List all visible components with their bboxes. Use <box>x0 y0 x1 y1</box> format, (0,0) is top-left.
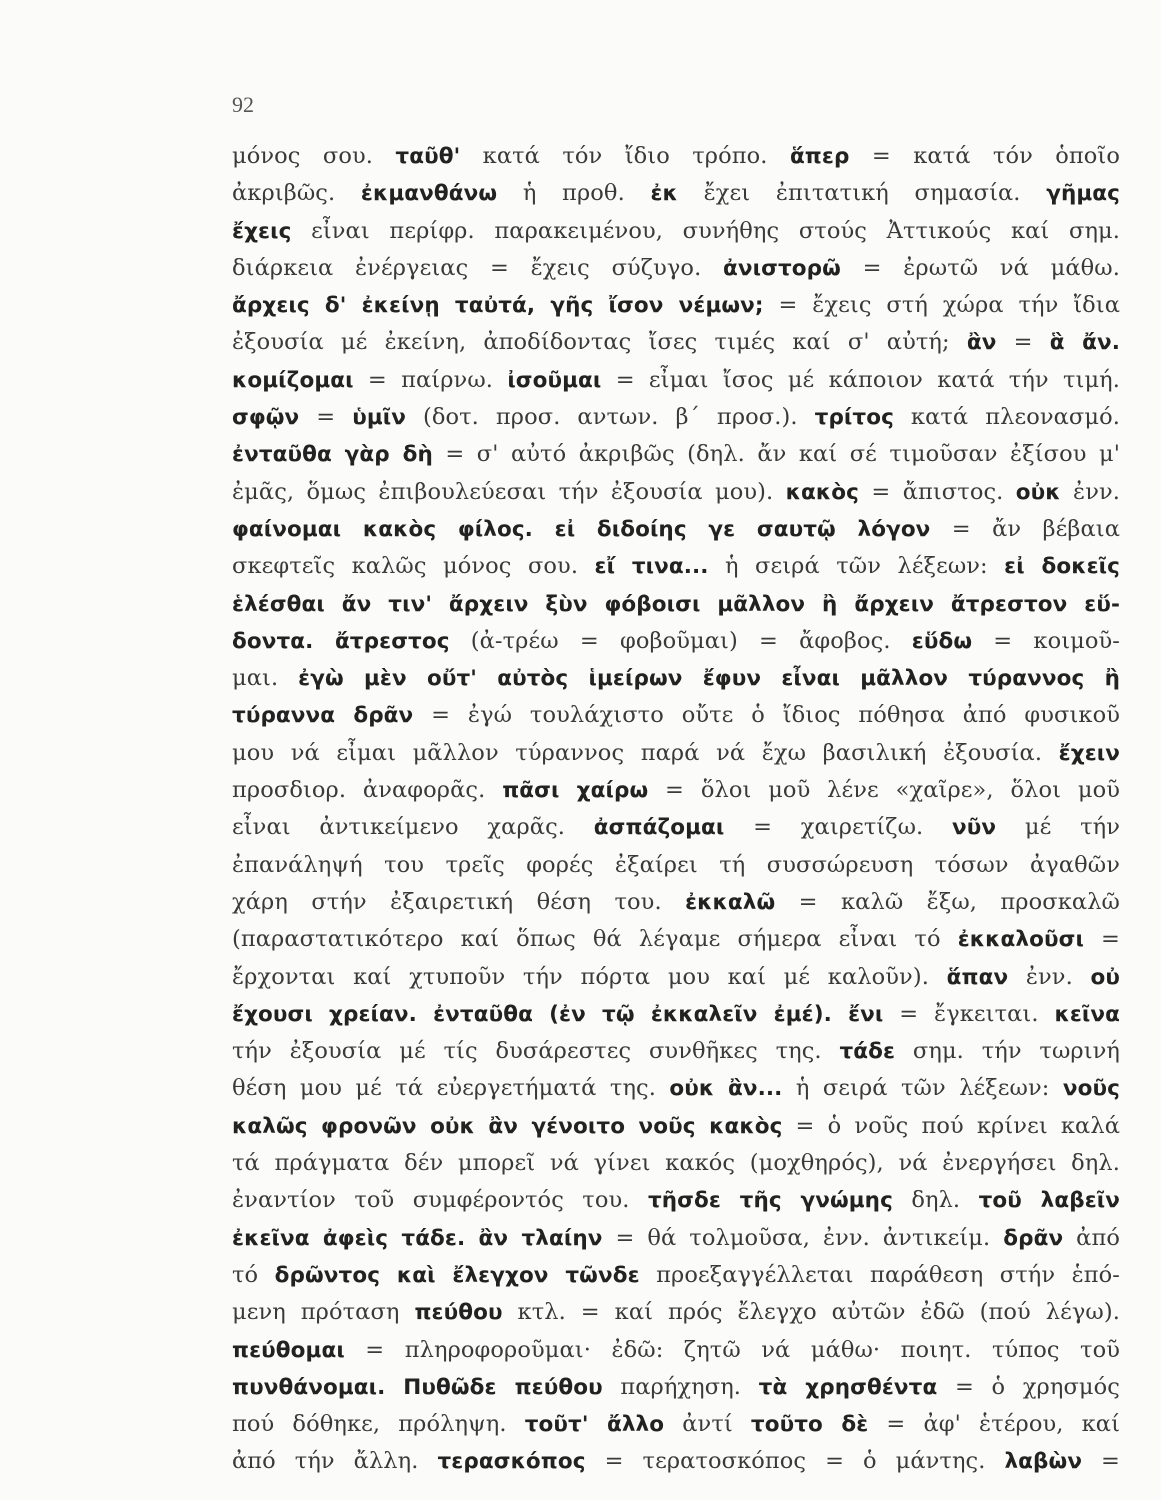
gloss-text: ἐναντίον τοῦ συμφέροντός του. <box>232 1187 648 1214</box>
text-line <box>232 586 1120 623</box>
lemma-term: ἅπαν <box>946 964 1009 990</box>
lemma-term: δρῶντος καὶ ἔλεγχον τῶνδε <box>274 1262 640 1288</box>
lemma-term: τοῦτ' ἄλλο <box>524 1412 665 1438</box>
gloss-text: σκεφτεῖς καλῶς μόνος σου. <box>232 553 595 580</box>
gloss-text: = <box>1083 926 1120 953</box>
text-line <box>232 1257 1120 1294</box>
gloss-text: = ὁ χρησμός <box>937 1373 1120 1400</box>
text-line <box>232 1332 1120 1369</box>
gloss-text: = κατά τόν ὁποῖο <box>849 143 1120 169</box>
lemma-term: πᾶσι χαίρω <box>502 778 649 804</box>
text-line <box>232 213 1120 250</box>
lemma-term: κεῖνα <box>1054 1001 1120 1027</box>
text-line <box>232 1033 1120 1070</box>
gloss-text: = ὁ νοῦς πού κρίνει καλά <box>782 1112 1121 1139</box>
gloss-text: ἡ προθ. <box>497 180 651 207</box>
text-line <box>232 399 1120 436</box>
lemma-term: τάδε <box>839 1039 896 1065</box>
lemma-term: ἀνιστορῶ <box>723 255 841 281</box>
gloss-text: εἶναι ἀντικείμενο χαρᾶς. <box>232 814 594 841</box>
lemma-term: νοῦς <box>1062 1076 1120 1102</box>
lemma-term: σφῷν <box>232 405 300 431</box>
lemma-term: ἔχειν <box>1058 740 1120 766</box>
lemma-term: πεύθομαι <box>232 1337 345 1363</box>
lemma-term: ἔχεις <box>232 218 292 244</box>
text-line <box>232 436 1120 473</box>
lemma-term: ἐγὼ μὲν οὔτ' αὐτὸς ἱμείρων ἔφυν εἶναι μᾶλλον τύραννος ἢ <box>298 666 1120 692</box>
lemma-term: ταῦθ' <box>395 144 461 169</box>
lemma-term: πεύθου <box>414 1300 503 1326</box>
lemma-term: τοῦτο δὲ <box>750 1412 869 1438</box>
gloss-text: = ἔγκειται. <box>883 1000 1055 1027</box>
gloss-text: (παραστατικότερο καί ὅπως θά λέγαμε σήμερα εἶναι τό <box>232 926 958 953</box>
gloss-text: = <box>1082 1448 1120 1475</box>
gloss-text: μου νά εἶμαι μᾶλλον τύραννος παρά νά ἔχω βασιλική ἐξουσία. <box>232 739 1059 766</box>
gloss-text: = ἔχεις στή χώρα τήν ἴδια <box>763 292 1120 319</box>
lemma-term: ἐκκαλῶ <box>685 889 776 915</box>
gloss-text: = θά τολμοῦσα, ἐνν. ἀντικείμ. <box>602 1224 1004 1251</box>
gloss-text: ἀπό <box>1063 1224 1120 1251</box>
text-line <box>232 548 1120 585</box>
lemma-term: κομίζομαι <box>232 367 354 393</box>
lemma-term: καλῶς φρονῶν οὐκ ἂν γένοιτο νοῦς κακὸς <box>232 1113 783 1139</box>
text-line <box>232 1220 1120 1257</box>
gloss-text: ἐξουσία μέ ἐκείνη, ἀποδίδοντας ἴσες τιμές καί σ' αὐτή; <box>232 329 967 356</box>
gloss-text: πού δόθηκε, πρόληψη. <box>232 1411 525 1438</box>
lemma-term: νῦν <box>952 815 997 841</box>
lemma-term: οὐκ ἂν... <box>669 1076 783 1102</box>
text-line <box>232 1108 1120 1145</box>
lemma-term: δρᾶν <box>1003 1225 1064 1251</box>
lemma-term: ἅπερ <box>789 144 850 169</box>
gloss-text: = παίρνω. <box>353 366 508 393</box>
gloss-text: ἡ σειρά τῶν λέξεων: <box>782 1075 1063 1102</box>
lemma-term: τρίτος <box>814 405 894 431</box>
gloss-text: θέση μου μέ τά εὐεργετήματά της. <box>232 1075 670 1102</box>
gloss-text: μέ τήν <box>996 814 1120 841</box>
lemma-term: φαίνομαι κακὸς φίλος. εἰ διδοίης γε σαυτῷ λόγον <box>232 516 931 542</box>
gloss-text: (δοτ. προσ. αντων. β´ προσ.). <box>405 404 815 431</box>
gloss-text: σημ. τήν τωρινή <box>895 1038 1120 1065</box>
gloss-text: μαι. <box>232 665 299 692</box>
text-line <box>232 959 1120 996</box>
lemma-term: εἴ τινα... <box>594 554 709 580</box>
lemma-term: οὐ <box>1090 964 1120 990</box>
lemma-term: λαβὼν <box>1004 1449 1083 1475</box>
lemma-term: ἀσπάζομαι <box>593 815 725 841</box>
lemma-term: ἰσοῦμαι <box>507 367 602 393</box>
lemma-term: ἑλέσθαι ἄν τιν' ἄρχειν ξὺν φόβοισι μᾶλλον ἢ ἄρχειν ἄτρεστον εὕ- <box>232 591 1120 617</box>
lemma-term: ἂν <box>966 330 997 356</box>
lemma-term: τερασκόπος <box>437 1449 586 1475</box>
gloss-text: = κοιμοῦ- <box>972 627 1120 654</box>
text-line <box>232 1294 1120 1331</box>
text-line <box>232 138 1120 175</box>
gloss-text: = εἶμαι ἴσος μέ κάποιον κατά τήν τιμή. <box>601 366 1121 393</box>
text-line <box>232 1145 1120 1182</box>
gloss-text: ἐνν. <box>1060 478 1121 505</box>
lemma-term: ἐκμανθάνω <box>360 181 498 207</box>
page-number: 92 <box>232 92 254 117</box>
text-line <box>232 1443 1120 1480</box>
text-line <box>232 287 1120 324</box>
gloss-text: τά πράγματα δέν μπορεῖ νά γίνει κακός (μοχθηρός), νά ἐνεργήσει δηλ. <box>232 1150 1120 1177</box>
gloss-text: ἔχει ἐπιτατική σημασία. <box>677 180 1047 207</box>
gloss-text: = σ' αὐτό ἀκριβῶς (δηλ. ἄν καί σέ τιμοῦσαν ἐξίσου μ' <box>432 441 1120 468</box>
lemma-term: πυνθάνομαι. Πυθῶδε πεύθου <box>232 1374 603 1400</box>
text-line <box>232 623 1120 660</box>
gloss-text: παρήχηση. <box>602 1373 759 1400</box>
text-line <box>232 362 1120 399</box>
gloss-text: ἀπό τήν ἄλλη. <box>232 1448 438 1475</box>
gloss-text: = πληροφοροῦμαι· ἐδῶ: ζητῶ νά μάθω· ποιητ. τύπος τοῦ <box>344 1336 1120 1363</box>
gloss-text: = ἐρωτῶ νά μάθω. <box>840 254 1120 281</box>
lemma-term: εἰ δοκεῖς <box>1004 554 1120 580</box>
gloss-text: = καλῶ ἔξω, προσκαλῶ <box>775 888 1120 915</box>
gloss-text: ἔρχονται καί χτυποῦν τήν πόρτα μου καί μέ καλοῦν). <box>232 963 947 990</box>
text-line <box>232 772 1120 809</box>
gloss-text: ἡ σειρά τῶν λέξεων: <box>708 553 1005 580</box>
gloss-text: (ἀ-τρέω = φοβοῦμαι) = ἄφοβος. <box>449 627 912 654</box>
lemma-term: ἐκεῖνα ἀφεὶς τάδε. ἂν τλαίην <box>232 1225 603 1251</box>
gloss-text: ἐνν. <box>1008 963 1091 990</box>
text-line <box>232 996 1120 1033</box>
text-line <box>232 735 1120 772</box>
gloss-text: = ἄν βέβαια <box>930 515 1121 542</box>
gloss-text: ἀντί <box>664 1411 751 1438</box>
lemma-term: ἄρχεις δ' ἐκείνῃ ταὐτά, γῆς ἴσον νέμων; <box>232 293 764 319</box>
lemma-term: γῆμας <box>1046 181 1120 207</box>
gloss-text: ἐμᾶς, ὅμως ἐπιβουλεύεσαι τήν ἐξουσία μου). <box>232 478 786 505</box>
gloss-text: = <box>996 329 1050 356</box>
lemma-term: ἐκκαλοῦσι <box>957 927 1084 953</box>
lemma-term: τὰ χρησθέντα <box>758 1374 938 1400</box>
lemma-term: τοῦ λαβεῖν <box>978 1188 1120 1214</box>
text-line <box>232 884 1120 921</box>
gloss-text: χάρη στήν ἐξαιρετική θέση του. <box>232 888 686 915</box>
gloss-text: κατά πλεονασμό. <box>893 404 1121 431</box>
gloss-text: τό <box>232 1261 275 1288</box>
text-line <box>232 324 1120 361</box>
gloss-text: εἶναι περίφρ. παρακειμένου, συνήθης στούς Ἀττικούς καί σημ. <box>291 217 1120 244</box>
gloss-text: = χαιρετίζω. <box>724 814 953 841</box>
lemma-term: ὑμῖν <box>352 405 406 431</box>
text-line <box>232 921 1120 958</box>
lemma-term: τῆσδε τῆς γνώμης <box>647 1188 893 1214</box>
gloss-text: = ἐγώ τουλάχιστο οὔτε ὁ ἴδιος πόθησα ἀπό φυσικοῦ <box>413 702 1120 729</box>
lemma-term: τύραννα δρᾶν <box>232 703 414 729</box>
text-line <box>232 809 1120 846</box>
gloss-text: διάρκεια ἐνέργειας = ἔχεις σύζυγο. <box>232 254 724 281</box>
text-line <box>232 175 1120 212</box>
gloss-text: = <box>299 404 353 431</box>
gloss-text: = ἄπιστος. <box>859 478 1016 505</box>
commentary-text <box>232 138 1120 1481</box>
text-line <box>232 1182 1120 1219</box>
gloss-text: ἐπανάληψή του τρεῖς φορές ἐξαίρει τή συσσώρευση τόσων ἀγαθῶν <box>232 851 1120 878</box>
lemma-term: ἃ ἄν. <box>1049 330 1120 356</box>
lemma-term: ἔχουσι χρείαν. ἐνταῦθα (ἐν τῷ ἐκκαλεῖν ἐμέ). ἔνι <box>232 1001 884 1027</box>
gloss-text: μόνος σου. <box>232 143 396 169</box>
text-line <box>232 1369 1120 1406</box>
gloss-text: = ὅλοι μοῦ λένε «χαῖρε», ὅλοι μοῦ <box>648 777 1120 804</box>
text-line <box>232 1406 1120 1443</box>
gloss-text: = ἀφ' ἑτέρου, καί <box>868 1411 1120 1438</box>
gloss-text: μενη πρόταση <box>232 1299 415 1326</box>
lemma-term: δοντα. ἄτρεστος <box>232 628 450 654</box>
gloss-text: προεξαγγέλλεται παράθεση στήν ἑπό- <box>639 1261 1120 1288</box>
gloss-text: τήν ἐξουσία μέ τίς δυσάρεστες συνθῆκες της. <box>232 1038 840 1065</box>
text-line <box>232 697 1120 734</box>
gloss-text: κτλ. = καί πρός ἔλεγχο αὐτῶν ἐδῶ (πού λέγω). <box>502 1299 1120 1326</box>
gloss-text: προσδιορ. ἀναφορᾶς. <box>232 777 503 804</box>
text-line <box>232 1070 1120 1107</box>
gloss-text: κατά τόν ἴδιο τρόπο. <box>460 143 790 169</box>
gloss-text: = τερατοσκόπος = ὁ μάντης. <box>585 1448 1005 1475</box>
text-line <box>232 660 1120 697</box>
lemma-term: ἐκ <box>650 181 678 207</box>
lemma-term: κακὸς <box>785 479 860 505</box>
text-line <box>232 474 1120 511</box>
text-line <box>232 511 1120 548</box>
lemma-term: εὕδω <box>911 628 973 654</box>
gloss-text: ἀκριβῶς. <box>232 180 361 207</box>
lemma-term: οὐκ <box>1015 479 1061 505</box>
text-line <box>232 847 1120 884</box>
text-line <box>232 250 1120 287</box>
lemma-term: ἐνταῦθα γὰρ δὴ <box>232 442 433 468</box>
gloss-text: δηλ. <box>892 1187 979 1214</box>
